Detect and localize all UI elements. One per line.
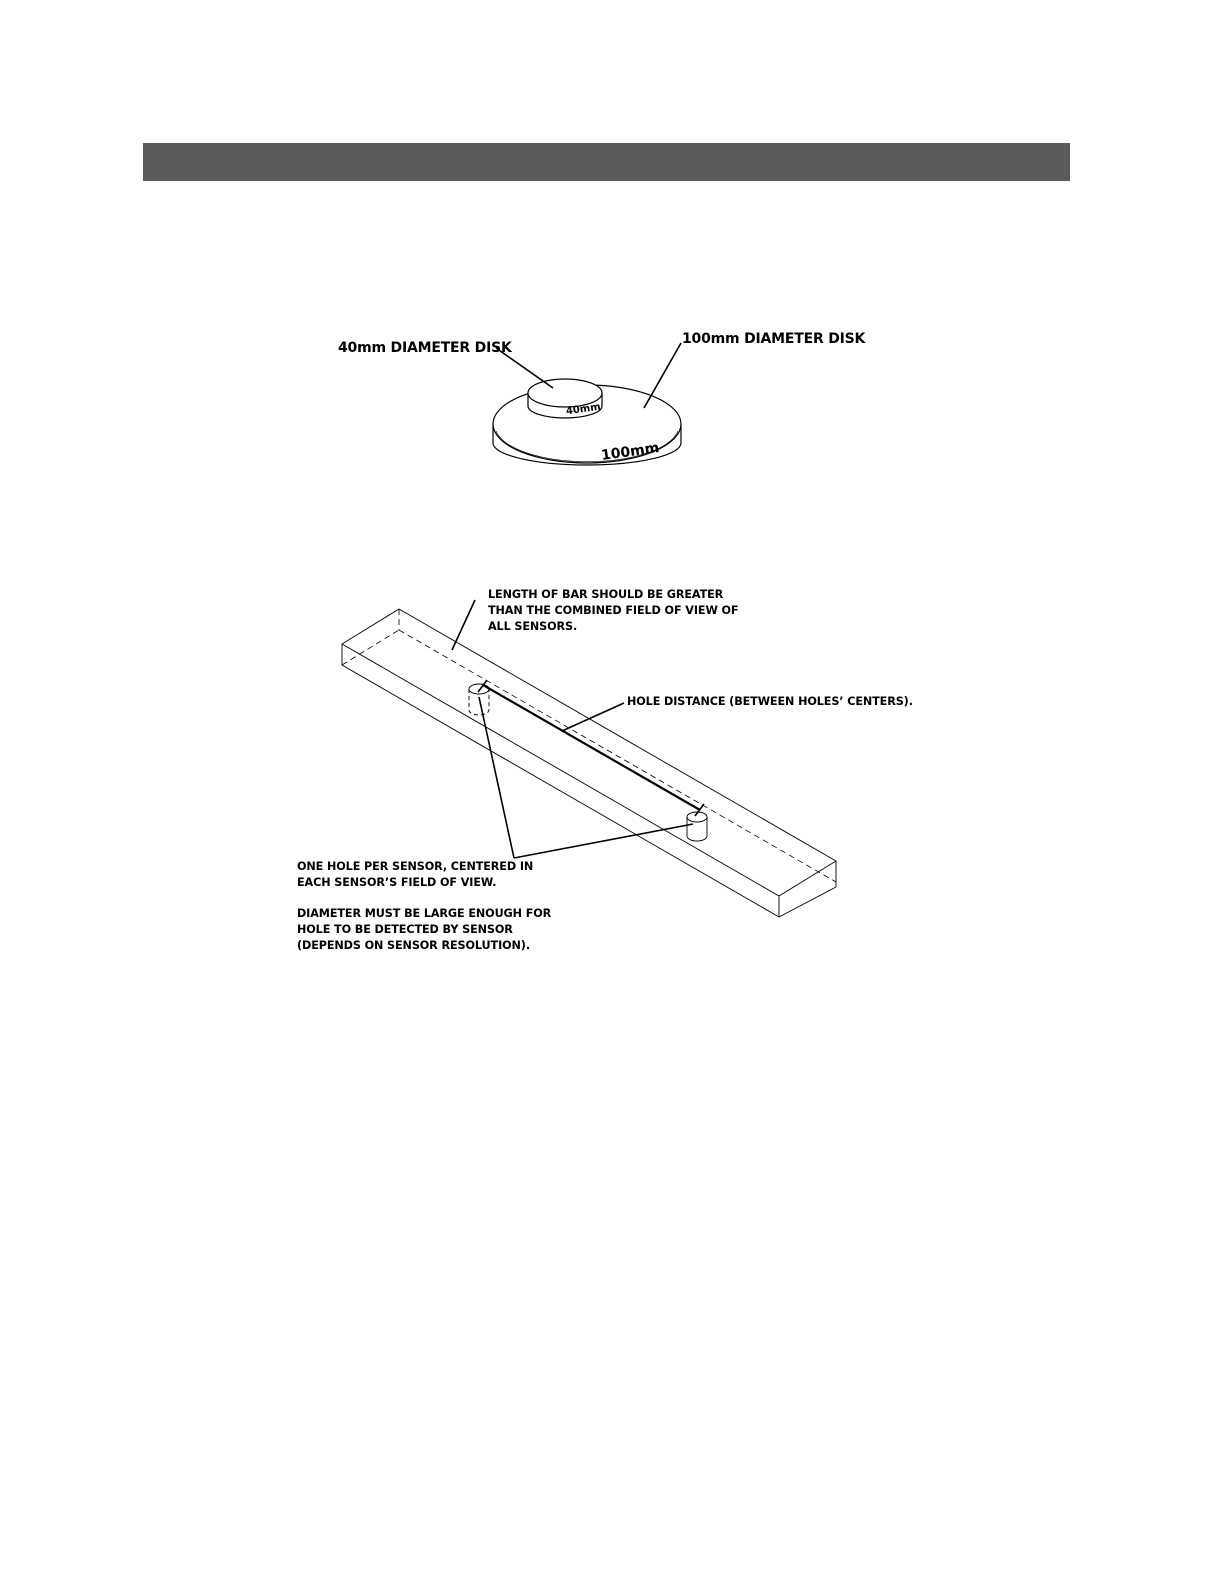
diameter-note-line: DIAMETER MUST BE LARGE ENOUGH FOR: [297, 907, 552, 920]
diameter-note: [297, 906, 551, 954]
hole-leader-right: [514, 824, 693, 858]
large-disk-label: 100mm DIAMETER DISK: [682, 331, 866, 347]
hole-right: [687, 812, 707, 841]
length-note: [488, 587, 738, 635]
hole-distance-leader: [562, 703, 624, 731]
length-note-line: ALL SENSORS.: [488, 620, 578, 633]
length-leader: [452, 600, 475, 650]
diameter-note-line: HOLE TO BE DETECTED BY SENSOR: [297, 923, 513, 936]
diameter-note-line: (DEPENDS ON SENSOR RESOLUTION).: [297, 939, 530, 952]
length-note-line: THAN THE COMBINED FIELD OF VIEW OF: [488, 604, 739, 617]
hole-note-line: EACH SENSOR’S FIELD OF VIEW.: [297, 876, 497, 889]
hole-note-line: ONE HOLE PER SENSOR, CENTERED IN: [297, 860, 534, 873]
hole-leader-left: [479, 697, 514, 858]
hole-note: [297, 859, 533, 891]
small-disk-marking: 40mm: [565, 401, 602, 418]
length-note-line: LENGTH OF BAR SHOULD BE GREATER: [488, 588, 724, 601]
hole-distance-note: HOLE DISTANCE (BETWEEN HOLES’ CENTERS).: [627, 695, 913, 708]
large-disk-marking: 100mm: [600, 440, 661, 464]
small-disk-label: 40mm DIAMETER DISK: [338, 340, 512, 356]
